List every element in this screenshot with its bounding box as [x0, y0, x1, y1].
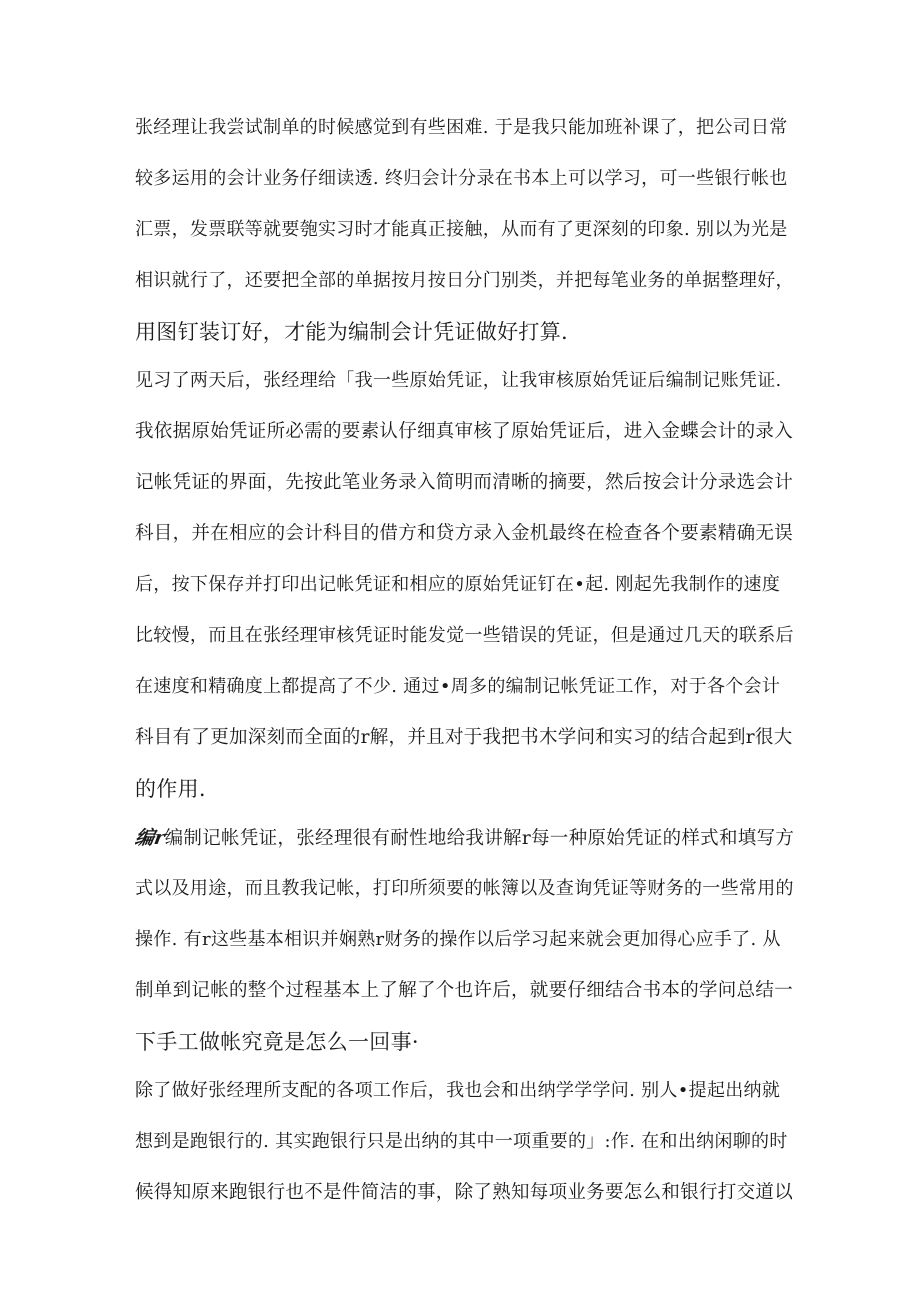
paragraph-1-line-1: 张经理让我尝试制单的时候感觉到有些困难. 于是我只能加班补课了，把公司日常: [135, 117, 788, 138]
paragraph-2-line-6: 比较慢，而且在张经理审核凭证时能发觉一些错误的凭证，但是通过几天的联系后: [135, 625, 794, 646]
paragraph-3-line-1: [135, 823, 795, 853]
paragraph-2-line-3: 记帐凭证的界面，先按此笔业务录入简明而清晰的摘要，然后按会计分录选会计: [135, 472, 794, 493]
paragraph-3-line-2: 式以及用途，而且教我记帐，打印所须要的帐簿以及查询凭证等财务的一些常用的: [135, 878, 794, 899]
paragraph-3-line-5: 下手工做帐究竟是怎么一回事·: [135, 1030, 419, 1054]
paragraph-2-line-7: 在速度和精确度上都提高了不少. 通过•周多的编制记帐凭证工作，对于各个会计: [135, 676, 781, 697]
paragraph-1-line-4: 相识就行了，还要把全部的单据按月按日分门别类，并把每笔业务的单据整理好，: [135, 270, 794, 291]
paragraph-4-line-3: 候得知原来跑银行也不是件简洁的事，除了熟知每项业务要怎么和银行打交道以: [135, 1182, 794, 1203]
paragraph-1-line-5: 用图钉装订好，才能为编制会计凭证做好打算.: [135, 320, 568, 344]
handwritten-prefix: 编r: [133, 827, 167, 849]
paragraph-2-line-1: 见习了两天后，张经理给「我一些原始凭证，让我审核原始凭证后编制记账凭证.: [135, 370, 782, 391]
paragraph-1-line-3: 汇票，发票联等就要匏实习时才能真正接触，从而有了更深刻的印象. 别以为光是: [135, 219, 788, 240]
paragraph-2-line-9: 的作用.: [135, 777, 206, 801]
paragraph-4-line-1: 除了做好张经理所支配的各项工作后，我也会和出纳学学学问. 别人•提起出纳就: [135, 1080, 781, 1101]
paragraph-2-line-8: 科目有了更加深刻而全面的r解，并且对于我把书木学问和实习的结合起到r很大: [135, 727, 793, 748]
paragraph-2-line-2: 我依据原始凭证所必需的要素认仔细真审核了原始凭证后，进入金蝶会计的录入: [135, 421, 794, 442]
paragraph-1-line-2: 较多运用的会计业务仔细读透. 终归会计分录在书本上可以学习，可一些银行帐也: [135, 168, 788, 189]
paragraph-3-line-3: 操作. 有r这些基本相识并娴熟r财务的操作以后学习起来就会更加得心应手了. 从: [135, 929, 781, 950]
paragraph-2-line-5: 后，按下保存并打印出记帐凭证和相应的原始凭证钉在•起. 刚起先我制作的速度: [135, 574, 781, 595]
paragraph-3-line-1-text: 编制记帐凭证，张经理很有耐性地给我讲解r每一种原始凭证的样式和填写方: [164, 828, 795, 849]
paragraph-3-line-4: 制单到记帐的整个过程基本上了解了个也许后，就要仔细结合书本的学问总结一: [135, 980, 794, 1001]
paragraph-2-line-4: 科目，并在相应的会计科目的借方和贷方录入金机最终在检查各个要素精确无误: [135, 523, 794, 544]
paragraph-4-line-2: 想到是跑银行的. 其实跑银行只是出纳的其中一项重要的」:作. 在和出纳闲聊的时: [135, 1131, 788, 1152]
